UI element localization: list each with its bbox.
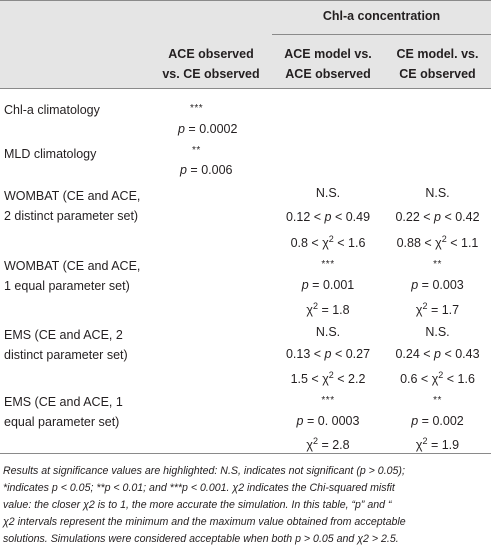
footnote-line: solutions. Simulations were considered acceptable when both p > 0.05 and χ2 > 2.5. — [3, 533, 399, 545]
significance-stars: ** — [192, 145, 201, 156]
chi2-range: $0.88 < \chi^2 < 1.1$ — [396, 234, 479, 251]
chi2-range: $1.5 < \chi^2 < 2.2$ — [290, 370, 366, 387]
col-header-line: vs. CE observed — [162, 67, 260, 81]
row-label-line: WOMBAT (CE and ACE, — [4, 189, 141, 203]
p-value: p = 0.003 — [411, 278, 464, 292]
col-header-line: CE model. vs. — [396, 47, 479, 61]
row-label-wombat-1 — [4, 256, 140, 296]
chi2-value: $\chi^2 = 2.8$ — [306, 436, 350, 453]
ns-label: N.S. — [425, 186, 450, 200]
p-range: 0.22 < p < 0.42 — [395, 210, 480, 224]
row-label-ems-2 — [4, 325, 128, 365]
row-label-line: MLD climatology — [4, 147, 97, 161]
p-range: 0.13 < p < 0.27 — [285, 347, 371, 361]
chi2-range: $0.6 < \chi^2 < 1.6$ — [400, 370, 475, 387]
row-label-line: distinct parameter set) — [4, 348, 128, 362]
footnote-line: value: the closer χ2 is to 1, the more accurate the simulation. In this table, “p” and “ — [3, 499, 392, 511]
row-label-line: WOMBAT (CE and ACE, — [4, 259, 141, 273]
col-header-line: CE observed — [399, 67, 476, 81]
significance-stars: *** — [321, 259, 335, 270]
p-value: p = 0.002 — [411, 414, 464, 428]
group-underline — [272, 34, 491, 35]
chi2-value: $\chi^2 = 1.9$ — [415, 436, 460, 453]
table-footnote — [3, 463, 489, 548]
table-bottom-rule — [0, 453, 491, 454]
ns-label: N.S. — [315, 325, 341, 339]
chi2-range: $0.8 < \chi^2 < 1.6$ — [290, 234, 366, 251]
p-value: p = 0.006 — [180, 163, 233, 177]
col-header-ace-vs-ce — [150, 44, 272, 84]
significance-stars: *** — [321, 395, 335, 406]
col-header-line: ACE observed — [168, 47, 254, 61]
row-label-line: equal parameter set) — [4, 415, 120, 429]
ns-label: N.S. — [315, 186, 341, 200]
p-value: p = 0.0002 — [178, 122, 238, 136]
significance-stars: ** — [433, 395, 442, 406]
footnote-line: χ2 intervals represent the minimum and the maximum value obtained from acceptable — [3, 516, 406, 528]
p-value: p = 0. 0003 — [296, 414, 360, 428]
significance-stars: ** — [433, 259, 442, 270]
p-value: p = 0.001 — [301, 278, 355, 292]
row-label-line: 1 equal parameter set) — [4, 279, 130, 293]
row-label-mld — [4, 144, 96, 164]
col-header-ace-model — [272, 44, 384, 84]
chi2-value: $\chi^2 = 1.7$ — [415, 301, 460, 318]
col-header-line: ACE observed — [285, 67, 371, 81]
col-header-ce-model — [384, 44, 491, 84]
p-range: 0.24 < p < 0.43 — [395, 347, 480, 361]
row-label-line: EMS (CE and ACE, 2 — [4, 328, 123, 342]
row-label-ems-1 — [4, 392, 123, 432]
significance-stars: *** — [190, 103, 204, 114]
col-header-line: ACE model vs. — [284, 47, 372, 61]
row-label-wombat-2 — [4, 186, 140, 226]
footnote-line: *indicates p < 0.05; **p < 0.01; and ***p < 0.001. χ2 indicates the Chi-squared misfit — [3, 482, 395, 494]
chi2-value: $\chi^2 = 1.8$ — [306, 301, 350, 318]
header-divider — [0, 88, 491, 89]
group-title: Chl-a concentration — [322, 9, 441, 23]
row-label-line: Chl-a climatology — [4, 103, 100, 117]
footnote-line: Results at significance values are highlighted: N.S, indicates not significant (p > 0.05); — [3, 465, 405, 477]
row-label-line: EMS (CE and ACE, 1 — [4, 395, 123, 409]
p-range: 0.12 < p < 0.49 — [285, 210, 371, 224]
ns-label: N.S. — [425, 325, 450, 339]
row-label-chla — [4, 100, 100, 120]
row-label-line: 2 distinct parameter set) — [4, 209, 139, 223]
